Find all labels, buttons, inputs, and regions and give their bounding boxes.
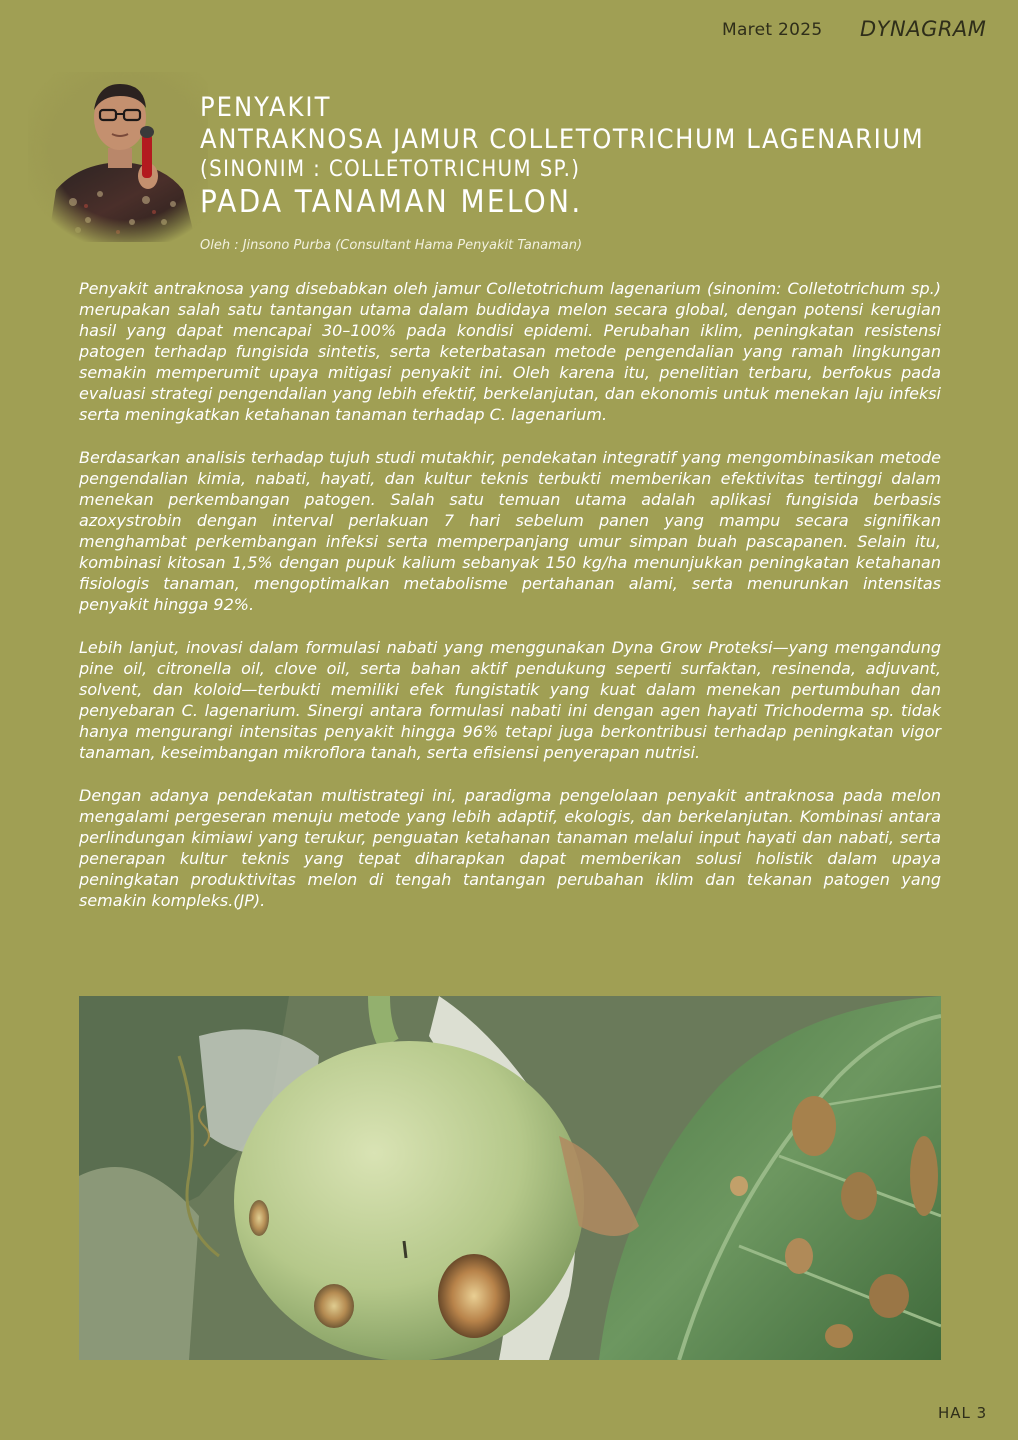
page-number: HAL 3: [938, 1404, 988, 1422]
magazine-brand: DYNAGRAM: [860, 17, 987, 41]
title-line-2: ANTRAKNOSA JAMUR COLLETOTRICHUM LAGENARIUM: [200, 124, 925, 155]
paragraph: Berdasarkan analisis terhadap tujuh studi mutakhir, pendekatan integratif yang mengombinasikan metode pengendalian kimia, nabati, hayati, dan kultur teknis terbukti memberikan efektivitas tertinggi dalam menekan perkembangan patogen. Salah satu temuan utama adalah aplikasi fungisida berbasis azoxystrobin dengan interval perlakuan 7 hari sebelum panen yang mampu secara signifikan menghambat perkembangan infeksi serta memperpanjang umur simpan buah pascapanen. Selain itu, kombinasi kitosan 1,5% dengan pupuk kalium sebanyak 150 kg/ha menunjukkan peningkatan ketahanan fisiologis tanaman, mengoptimalkan metabolisme pertahanan alami, serta menurunkan intensitas penyakit hingga 92%.: [79, 448, 941, 614]
paragraph: Penyakit antraknosa yang disebabkan oleh jamur Colletotrichum lagenarium (sinonim: Colletotrichum sp.) merupakan salah satu tantangan utama dalam budidaya melon secara global, dengan potensi kerugian hasil yang dapat mencapai 30–100% pada kondisi epidemi. Perubahan iklim, peningkatan resistensi patogen terhadap fungisida sintetis, serta keterbatasan metode pengendalian yang ramah lingkungan semakin memperumit upaya mitigasi penyakit ini. Oleh karena itu, penelitian terbaru, berfokus pada evaluasi strategi pengendalian yang lebih efektif, berkelanjutan, dan ekonomis untuk menekan laju infeksi serta meningkatkan ketahanan tanaman terhadap C. lagenarium.: [79, 279, 941, 424]
author-photo: [28, 72, 208, 242]
title-line-3: (SINONIM : COLLETOTRICHUM SP.): [200, 157, 581, 182]
issue-date: Maret 2025: [722, 20, 823, 40]
article-title: [200, 92, 980, 221]
byline: Oleh : Jinsono Purba (Consultant Hama Penyakit Tanaman): [200, 238, 583, 253]
title-line-4: PADA TANAMAN MELON.: [200, 184, 583, 220]
article-body: [79, 278, 941, 933]
paragraph: Lebih lanjut, inovasi dalam formulasi nabati yang menggunakan Dyna Grow Proteksi—yang mengandung pine oil, citronella oil, clove oil, serta bahan aktif pendukung seperti surfaktan, resinenda, adjuvant, solvent, dan koloid—terbukti memiliki efek fungistatik yang kuat dalam menekan pertumbuhan dan penyebaran C. lagenarium. Sinergi antara formulasi nabati ini dengan agen hayati Trichoderma sp. tidak hanya mengurangi intensitas penyakit hingga 96% tetapi juga berkontribusi terhadap peningkatan vigor tanaman, keseimbangan mikroflora tanah, serta efisiensi penyerapan nutrisi.: [79, 638, 941, 762]
melon-anthracnose-photo: [79, 996, 941, 1360]
paragraph: Dengan adanya pendekatan multistrategi ini, paradigma pengelolaan penyakit antraknosa pada melon mengalami pergeseran menuju metode yang lebih adaptif, ekologis, dan berkelanjutan. Kombinasi antara perlindungan kimiawi yang terukur, penguatan ketahanan tanaman melalui input hayati dan nabati, serta penerapan kultur teknis yang tepat diharapkan dapat memberikan solusi holistik dalam upaya peningkatan produktivitas melon di tengah tantangan perubahan iklim dan tekanan patogen yang semakin kompleks.(JP).: [79, 786, 941, 910]
title-line-1: PENYAKIT: [200, 92, 332, 123]
